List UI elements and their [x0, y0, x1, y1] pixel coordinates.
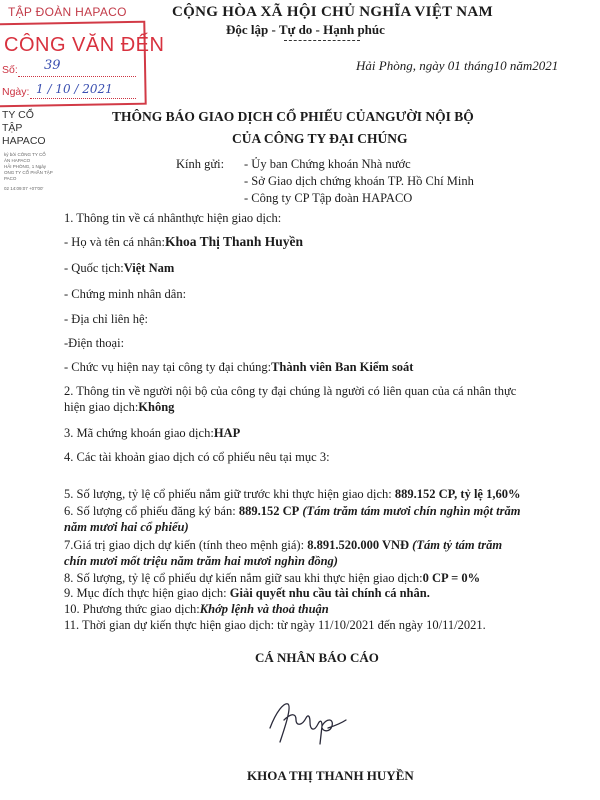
margin-tiny-2: ÀN HAPACO — [4, 158, 31, 163]
nationality-row — [64, 261, 174, 276]
position-row — [64, 360, 413, 375]
section-7-label: 7.Giá trị giao dịch dự kiến (tính theo mệnh giá): — [64, 538, 305, 552]
stamp-ngay-rule — [30, 98, 136, 99]
name-label: - Họ và tên cá nhân: — [64, 235, 166, 249]
section-6-label: 6. Số lượng cổ phiếu đăng ký bán: — [64, 504, 236, 518]
section-6-note-1: (Tám trăm tám mươi chín nghìn một trăm — [302, 504, 521, 518]
section-2-value: Không — [138, 400, 175, 414]
stamp-so-label: Số: — [2, 64, 18, 76]
motto-underline — [284, 40, 360, 41]
national-motto: Độc lập - Tự do - Hạnh phúc — [226, 22, 385, 37]
section-2-label: hiện giao dịch: — [64, 400, 139, 414]
section-10-row — [64, 602, 329, 617]
phone-label: -Điện thoại: — [64, 336, 125, 350]
recipient-3: - Công ty CP Tập đoàn HAPACO — [244, 191, 413, 205]
section-9-value: Giải quyết nhu cầu tài chính cá nhân. — [229, 586, 430, 600]
margin-line-2: TẬP — [2, 122, 23, 134]
section-4-heading: 4. Các tài khoản giao dịch có cổ phiếu nêu tại mục 3: — [64, 450, 330, 464]
stamp-title: CÔNG VĂN ĐẾN — [4, 34, 165, 56]
document-title-line-1: THÔNG BÁO GIAO DỊCH CỔ PHIẾU CỦANGƯỜI NỘI BỘ — [112, 109, 474, 124]
stamp-ngay-label: Ngày: — [2, 86, 30, 98]
margin-tiny-3: HẢI PHÒNG, 1 Ngày — [4, 164, 47, 169]
section-9-row — [64, 586, 430, 601]
recipient-1: - Ủy ban Chứng khoán Nhà nước — [244, 157, 411, 171]
stamp-so-rule — [18, 76, 136, 77]
section-7-value: 8.891.520.000 VNĐ — [307, 538, 410, 552]
section-8-row — [64, 571, 480, 586]
recipient-2: - Sở Giao dịch chứng khoán TP. Hồ Chí Minh — [244, 174, 474, 188]
margin-tiny-1: ký bởi CÔNG TY CỔ — [4, 152, 46, 157]
margin-line-3: HAPACO — [2, 135, 46, 147]
position-label: - Chức vụ hiện nay tại công ty đại chúng: — [64, 360, 272, 374]
national-title: CỘNG HÒA XÃ HỘI CHỦ NGHĨA VIỆT NAM — [172, 4, 493, 20]
margin-tiny-4: ONG TY CỔ PHẦN TẬP — [4, 170, 53, 175]
margin-tiny-6: 02 14:09:07 +07'00' — [4, 186, 44, 191]
section-8-value: 0 CP = 0% — [422, 571, 481, 585]
section-3-value: HAP — [213, 426, 241, 440]
position-value: Thành viên Ban Kiểm soát — [271, 360, 414, 374]
section-11-row: 11. Thời gian dự kiến thực hiện giao dịch: từ ngày 11/10/2021 đến ngày 10/11/2021. — [64, 618, 486, 632]
signature-caption: CÁ NHÂN BÁO CÁO — [255, 650, 379, 665]
margin-line-1: TY CỔ — [2, 109, 34, 121]
section-5-label: 5. Số lượng, tỷ lệ cổ phiếu nắm giữ trước khi thực hiện giao dịch: — [64, 487, 392, 501]
section-10-value: Khớp lệnh và thoả thuận — [199, 602, 329, 616]
section-6-value: 889.152 CP — [238, 504, 300, 518]
section-6-row — [64, 504, 520, 519]
nationality-label: - Quốc tịch: — [64, 261, 124, 275]
section-7-note-2: chín mươi mốt triệu năm trăm hai mươi nghìn đồng) — [64, 554, 338, 568]
section-2-line-1: 2. Thông tin về người nội bộ của công ty đại chúng là người có liên quan của cá nhân thực — [64, 384, 517, 398]
nationality-value: Việt Nam — [123, 261, 175, 275]
margin-tiny-5: PACO — [4, 176, 17, 181]
name-value: Khoa Thị Thanh Huyền — [165, 234, 303, 249]
section-8-label: 8. Số lượng, tỷ lệ cổ phiếu dự kiến nắm giữ sau khi thực hiện giao dịch: — [64, 571, 423, 585]
stamp-so-value: 39 — [44, 58, 61, 73]
section-2-line-2 — [64, 400, 174, 415]
signer-name: KHOA THỊ THANH HUYỀN — [247, 768, 414, 783]
section-3-row — [64, 426, 240, 441]
id-card-label: - Chứng minh nhân dân: — [64, 287, 187, 301]
section-9-label: 9. Mục đích thực hiện giao dịch: — [64, 586, 227, 600]
stamp-organization: TẬP ĐOÀN HAPACO — [8, 5, 127, 19]
name-row — [64, 234, 303, 250]
section-6-note-2: năm mươi hai cổ phiếu) — [64, 520, 189, 534]
stamp-ngay-value: 1 / 10 / 2021 — [36, 82, 113, 96]
section-7-note-1: (Tám tỷ tám trăm — [412, 538, 503, 552]
section-5-value: 889.152 CP, tỷ lệ 1,60% — [394, 487, 521, 501]
section-5-row — [64, 487, 520, 502]
section-10-label: 10. Phương thức giao dịch: — [64, 602, 200, 616]
section-7-row — [64, 538, 502, 553]
place-and-date: Hải Phòng, ngày 01 tháng10 năm2021 — [356, 58, 559, 73]
recipients-label: Kính gửi: — [176, 157, 225, 171]
address-label: - Địa chỉ liên hệ: — [64, 312, 148, 326]
handwritten-signature — [262, 690, 352, 750]
section-1-heading: 1. Thông tin về cá nhânthực hiện giao dịch: — [64, 211, 282, 225]
document-title-line-2: CỦA CÔNG TY ĐẠI CHÚNG — [232, 131, 408, 146]
section-3-label: 3. Mã chứng khoán giao dịch: — [64, 426, 214, 440]
